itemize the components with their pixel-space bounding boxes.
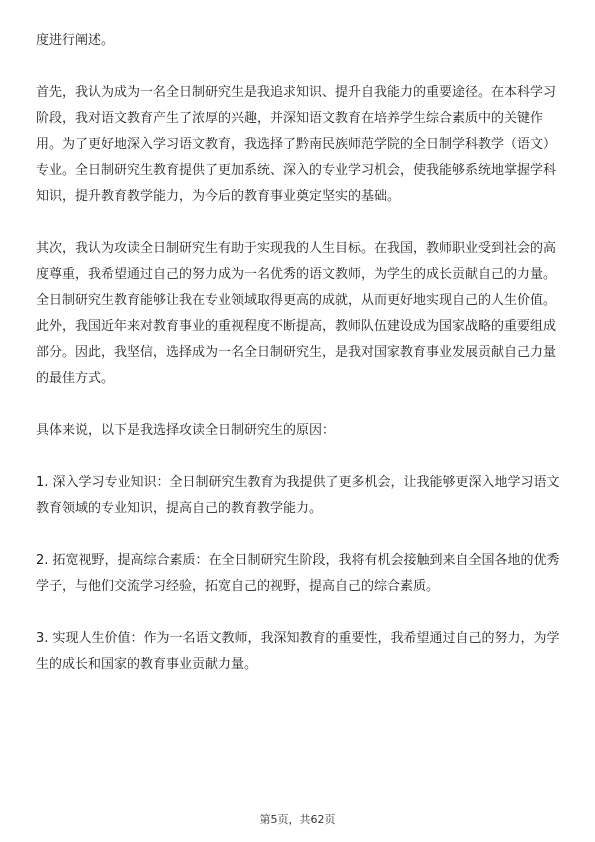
paragraph-second-reason: 其次，我认为攻读全日制研究生有助于实现我的人生目标。在我国，教师职业受到社会的高度尊重，我希望通过自己的努力成为一名优秀的语文教师，为学生的成长贡献自己的力量。全日制研究生教育能够让我在专业领域取得更高的成就，从而更好地实现自己的人生价值。此外，我国近年来对教育事业的重视程度不断提高，教师队伍建设成为国家战略的重要组成部分。因此，我坚信，选择成为一名全日制研究生，是我对国家教育事业发展贡献自己力量的最佳方式。	[36, 241, 557, 386]
document-body	[36, 28, 560, 678]
list-item-2: 2. 拓宽视野，提高综合素质：在全日制研究生阶段，我将有机会接触到来自全国各地的优秀学子，与他们交流学习经验，拓宽自己的视野，提高自己的综合素质。	[36, 553, 560, 594]
list-item-1: 1. 深入学习专业知识：全日制研究生教育为我提供了更多机会，让我能够更深入地学习语文教育领域的专业知识，提高自己的教育教学能力。	[36, 475, 560, 516]
list-item-3: 3. 实现人生价值：作为一名语文教师，我深知教育的重要性，我希望通过自己的努力，为学生的成长和国家的教育事业贡献力量。	[36, 631, 560, 672]
paragraph-continuation: 度进行阐述。	[36, 33, 115, 48]
paragraph-reasons-intro: 具体来说，以下是我选择攻读全日制研究生的原因：	[36, 423, 336, 438]
paragraph-first-reason: 首先，我认为成为一名全日制研究生是我追求知识、提升自我能力的重要途径。在本科学习阶段，我对语文教育产生了浓厚的兴趣，并深知语文教育在培养学生综合素质中的关键作用。为了更好地深入学习语文教育，我选择了黔南民族师范学院的全日制学科教学（语文）专业。全日制研究生教育提供了更加系统、深入的专业学习机会，使我能够系统地掌握学科知识，提升教育教学能力，为今后的教育事业奠定坚实的基础。	[36, 85, 557, 204]
page-number-footer: 第5页，共62页	[259, 813, 336, 826]
